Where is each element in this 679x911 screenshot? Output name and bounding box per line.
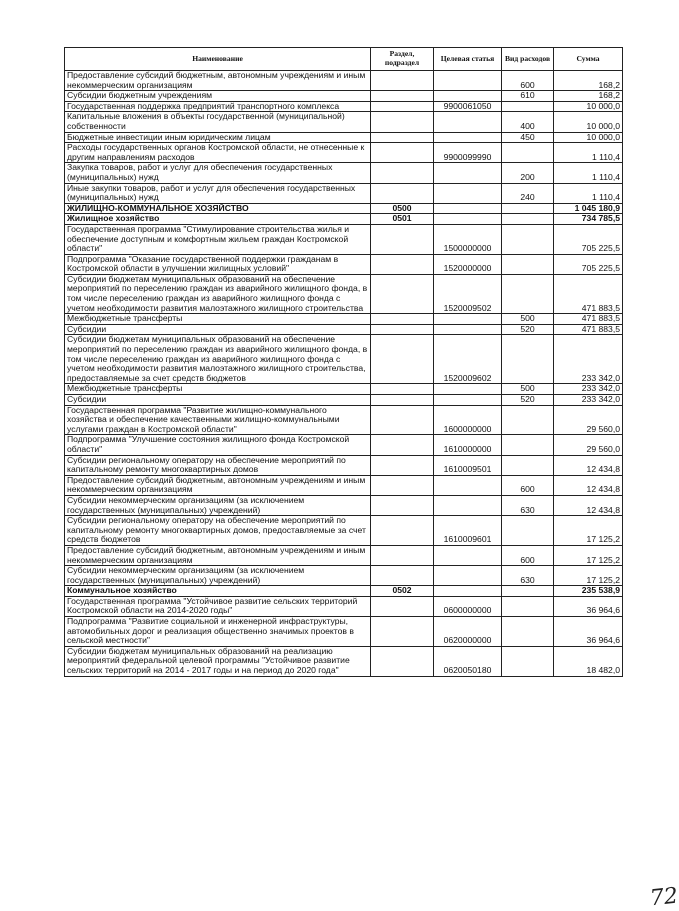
cell-type: [502, 101, 554, 112]
cell-name: Субсидии бюджетам муниципальных образований на реализацию мероприятий федеральной целевой программы "Устойчивое развитие сельских территорий на 2014 - 2017 годы и на период до 2020 года": [65, 646, 371, 676]
table-row: [65, 112, 623, 132]
cell-section: [371, 596, 434, 616]
cell-section: [371, 495, 434, 515]
cell-sum: 471 883,5: [554, 274, 623, 313]
cell-sum: 235 538,9: [554, 586, 623, 597]
cell-section: [371, 163, 434, 183]
cell-section: [371, 254, 434, 274]
table-row: [65, 335, 623, 384]
cell-type: [502, 254, 554, 274]
cell-sum: 36 964,6: [554, 617, 623, 647]
cell-section: 0501: [371, 214, 434, 225]
cell-sum: 10 000,0: [554, 132, 623, 143]
cell-type: [502, 214, 554, 225]
cell-name: Государственная программа "Развитие жилищно-коммунального хозяйства и обеспечение качественными жилищно-коммунальными услугами граждан в Костромской области": [65, 405, 371, 435]
cell-sum: 168,2: [554, 91, 623, 102]
cell-type: [502, 405, 554, 435]
cell-name: Жилищное хозяйство: [65, 214, 371, 225]
cell-sum: 471 883,5: [554, 314, 623, 325]
cell-type: 200: [502, 163, 554, 183]
cell-sum: 29 560,0: [554, 405, 623, 435]
cell-type: [502, 646, 554, 676]
cell-target: [434, 384, 502, 395]
table-row: [65, 586, 623, 597]
header-name: Наименование: [65, 48, 371, 71]
cell-sum: 10 000,0: [554, 101, 623, 112]
cell-target: [434, 545, 502, 565]
cell-target: [434, 475, 502, 495]
table-row: [65, 646, 623, 676]
cell-target: 1610009501: [434, 455, 502, 475]
table-row: [65, 254, 623, 274]
cell-target: 1610000000: [434, 435, 502, 455]
table-row: [65, 132, 623, 143]
cell-name: Предоставление субсидий бюджетным, автономным учреждениям и иным некоммерческим организациям: [65, 475, 371, 495]
cell-type: 520: [502, 324, 554, 335]
cell-target: [434, 214, 502, 225]
cell-type: [502, 617, 554, 647]
cell-name: Коммунальное хозяйство: [65, 586, 371, 597]
cell-type: [502, 586, 554, 597]
cell-target: [434, 566, 502, 586]
cell-sum: 12 434,8: [554, 455, 623, 475]
cell-name: Капитальные вложения в объекты государственной (муниципальной) собственности: [65, 112, 371, 132]
cell-type: 600: [502, 475, 554, 495]
cell-sum: 36 964,6: [554, 596, 623, 616]
cell-section: [371, 274, 434, 313]
cell-name: Предоставление субсидий бюджетным, автономным учреждениям и иным некоммерческим организациям: [65, 545, 371, 565]
cell-name: Субсидии: [65, 395, 371, 406]
table-row: [65, 183, 623, 203]
table-row: [65, 545, 623, 565]
header-target: Целевая статья: [434, 48, 502, 71]
page-number: 72: [648, 883, 679, 911]
cell-name: Субсидии региональному оператору на обеспечение мероприятий по капитальному ремонту многоквартирных домов, предоставляемые за счет средств бюджетов: [65, 516, 371, 546]
cell-name: ЖИЛИЩНО-КОММУНАЛЬНОЕ ХОЗЯЙСТВО: [65, 203, 371, 214]
table-row: [65, 101, 623, 112]
cell-name: Государственная программа "Устойчивое развитие сельских территорий Костромской области на 2014-2020 годы": [65, 596, 371, 616]
table-row: [65, 163, 623, 183]
cell-type: 520: [502, 395, 554, 406]
cell-section: [371, 314, 434, 325]
cell-type: [502, 143, 554, 163]
cell-target: 0620050180: [434, 646, 502, 676]
cell-section: [371, 71, 434, 91]
cell-section: [371, 132, 434, 143]
cell-section: [371, 143, 434, 163]
cell-type: [502, 335, 554, 384]
table-row: [65, 455, 623, 475]
table-row: [65, 495, 623, 515]
cell-target: 1520009502: [434, 274, 502, 313]
cell-sum: 17 125,2: [554, 545, 623, 565]
cell-name: Бюджетные инвестиции иным юридическим лицам: [65, 132, 371, 143]
cell-target: 9900099990: [434, 143, 502, 163]
cell-target: [434, 71, 502, 91]
cell-target: [434, 203, 502, 214]
cell-type: 610: [502, 91, 554, 102]
table-row: [65, 384, 623, 395]
cell-name: Подпрограмма "Улучшение состояния жилищного фонда Костромской области": [65, 435, 371, 455]
cell-target: 1520009602: [434, 335, 502, 384]
cell-section: [371, 324, 434, 335]
cell-target: 9900061050: [434, 101, 502, 112]
cell-target: [434, 314, 502, 325]
cell-section: [371, 183, 434, 203]
table-row: [65, 395, 623, 406]
cell-name: Межбюджетные трансферты: [65, 384, 371, 395]
cell-target: [434, 324, 502, 335]
cell-type: 600: [502, 545, 554, 565]
cell-type: [502, 274, 554, 313]
cell-sum: 1 110,4: [554, 183, 623, 203]
cell-type: [502, 435, 554, 455]
cell-sum: 233 342,0: [554, 395, 623, 406]
cell-name: Подпрограмма "Оказание государственной поддержки гражданам в Костромской области в улучшении жилищных условий": [65, 254, 371, 274]
cell-name: Закупка товаров, работ и услуг для обеспечения государственных (муниципальных) нужд: [65, 163, 371, 183]
cell-section: [371, 224, 434, 254]
header-type: Вид расходов: [502, 48, 554, 71]
table-row: [65, 274, 623, 313]
cell-target: [434, 183, 502, 203]
cell-section: [371, 335, 434, 384]
cell-sum: 1 045 180,9: [554, 203, 623, 214]
table-row: [65, 71, 623, 91]
cell-target: [434, 112, 502, 132]
cell-type: [502, 516, 554, 546]
cell-type: [502, 203, 554, 214]
cell-target: 1520000000: [434, 254, 502, 274]
cell-section: 0502: [371, 586, 434, 597]
header-section: Раздел, подраздел: [371, 48, 434, 71]
cell-target: [434, 395, 502, 406]
table-row: [65, 224, 623, 254]
document-page: [64, 47, 679, 911]
cell-section: [371, 455, 434, 475]
table-row: [65, 516, 623, 546]
cell-type: 630: [502, 566, 554, 586]
table-row: [65, 203, 623, 214]
cell-type: 500: [502, 384, 554, 395]
cell-name: Субсидии: [65, 324, 371, 335]
cell-section: [371, 617, 434, 647]
cell-name: Расходы государственных органов Костромской области, не отнесенные к другим направлениям расходов: [65, 143, 371, 163]
cell-section: [371, 91, 434, 102]
table-row: [65, 324, 623, 335]
cell-name: Государственная программа "Стимулирование строительства жилья и обеспечение доступным и комфортным жильем граждан Костромской области": [65, 224, 371, 254]
cell-name: Субсидии некоммерческим организациям (за исключением государственных (муниципальных) учреждений): [65, 566, 371, 586]
cell-target: [434, 586, 502, 597]
cell-name: Предоставление субсидий бюджетным, автономным учреждениям и иным некоммерческим организациям: [65, 71, 371, 91]
cell-name: Субсидии некоммерческим организациям (за исключением государственных (муниципальных) учреждений): [65, 495, 371, 515]
budget-table: [64, 47, 623, 677]
table-row: [65, 617, 623, 647]
cell-target: 0600000000: [434, 596, 502, 616]
cell-target: 0620000000: [434, 617, 502, 647]
cell-sum: 1 110,4: [554, 163, 623, 183]
table-row: [65, 405, 623, 435]
cell-section: [371, 435, 434, 455]
table-row: [65, 91, 623, 102]
cell-section: [371, 405, 434, 435]
cell-type: 240: [502, 183, 554, 203]
cell-sum: 471 883,5: [554, 324, 623, 335]
cell-name: Субсидии бюджетам муниципальных образований на обеспечение мероприятий по переселению граждан из аварийного жилищного фонда, в том числе переселению граждан из аварийного жилищного фонда с учетом необходимости развития малоэтажного жилищного строительства, предоставляемые за счет средств бюджетов: [65, 335, 371, 384]
cell-section: [371, 475, 434, 495]
cell-section: [371, 566, 434, 586]
table-body: [65, 71, 623, 677]
cell-sum: 705 225,5: [554, 254, 623, 274]
cell-sum: 1 110,4: [554, 143, 623, 163]
cell-name: Подпрограмма "Развитие социальной и инженерной инфраструктуры, автомобильных дорог и реализация общественно значимых проектов в сельской местности": [65, 617, 371, 647]
cell-type: 600: [502, 71, 554, 91]
cell-section: [371, 516, 434, 546]
cell-type: [502, 224, 554, 254]
table-row: [65, 314, 623, 325]
cell-type: [502, 596, 554, 616]
cell-sum: 233 342,0: [554, 384, 623, 395]
cell-sum: 29 560,0: [554, 435, 623, 455]
table-row: [65, 214, 623, 225]
cell-sum: 168,2: [554, 71, 623, 91]
table-row: [65, 566, 623, 586]
cell-section: [371, 112, 434, 132]
cell-section: [371, 545, 434, 565]
cell-name: Иные закупки товаров, работ и услуг для обеспечения государственных (муниципальных) нужд: [65, 183, 371, 203]
cell-target: [434, 132, 502, 143]
table-row: [65, 475, 623, 495]
cell-type: 500: [502, 314, 554, 325]
cell-name: Государственная поддержка предприятий транспортного комплекса: [65, 101, 371, 112]
cell-sum: 233 342,0: [554, 335, 623, 384]
cell-sum: 17 125,2: [554, 516, 623, 546]
cell-type: [502, 455, 554, 475]
table-header-row: [65, 48, 623, 71]
cell-sum: 734 785,5: [554, 214, 623, 225]
cell-section: [371, 384, 434, 395]
cell-type: 450: [502, 132, 554, 143]
cell-target: 1600000000: [434, 405, 502, 435]
cell-target: 1500000000: [434, 224, 502, 254]
cell-section: [371, 646, 434, 676]
cell-sum: 705 225,5: [554, 224, 623, 254]
cell-name: Субсидии бюджетным учреждениям: [65, 91, 371, 102]
cell-name: Субсидии региональному оператору на обеспечение мероприятий по капитальному ремонту многоквартирных домов: [65, 455, 371, 475]
cell-target: [434, 91, 502, 102]
cell-sum: 12 434,8: [554, 475, 623, 495]
cell-target: [434, 163, 502, 183]
table-row: [65, 596, 623, 616]
cell-section: 0500: [371, 203, 434, 214]
cell-section: [371, 101, 434, 112]
table-row: [65, 143, 623, 163]
cell-name: Субсидии бюджетам муниципальных образований на обеспечение мероприятий по переселению граждан из аварийного жилищного фонда, в том числе переселению граждан из аварийного жилищного фонда с учетом необходимости развития малоэтажного жилищного строительства: [65, 274, 371, 313]
cell-sum: 17 125,2: [554, 566, 623, 586]
table-row: [65, 435, 623, 455]
cell-target: [434, 495, 502, 515]
header-sum: Сумма: [554, 48, 623, 71]
cell-name: Межбюджетные трансферты: [65, 314, 371, 325]
cell-type: 400: [502, 112, 554, 132]
cell-section: [371, 395, 434, 406]
cell-sum: 18 482,0: [554, 646, 623, 676]
cell-sum: 10 000,0: [554, 112, 623, 132]
cell-sum: 12 434,8: [554, 495, 623, 515]
cell-target: 1610009601: [434, 516, 502, 546]
cell-type: 630: [502, 495, 554, 515]
